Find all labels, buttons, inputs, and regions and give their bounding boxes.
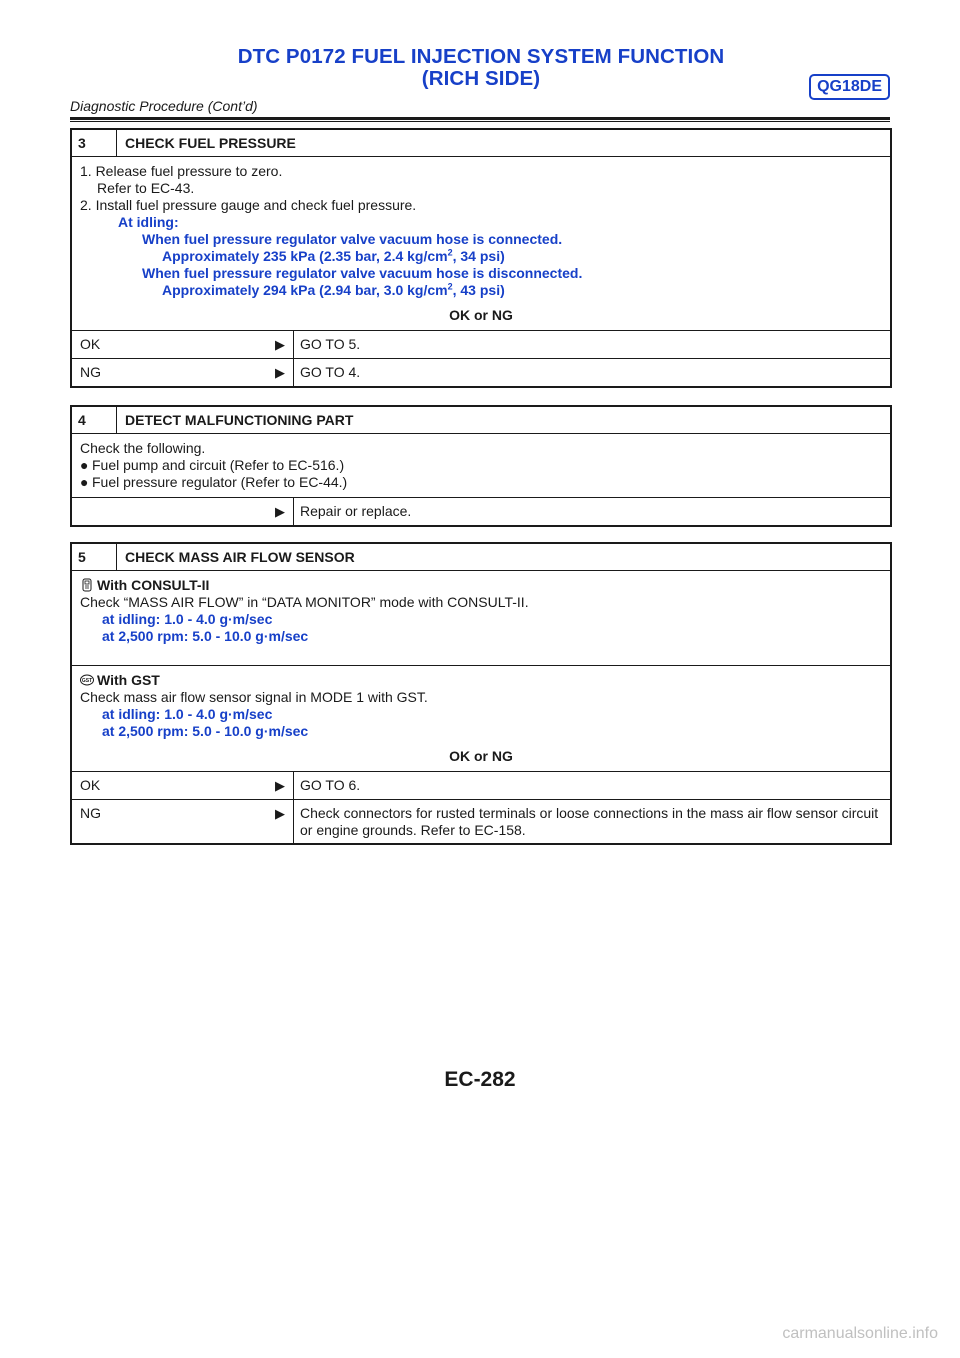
list-item (80, 457, 882, 474)
consult-heading: With CONSULT-II (97, 577, 210, 593)
step-title: CHECK FUEL PRESSURE (125, 135, 296, 151)
step-4-header (72, 407, 890, 434)
gst-icon (80, 673, 94, 687)
instruction-line: Check the following. (80, 440, 206, 456)
spec-value: at idling: 1.0 - 4.0 g·m/sec (102, 706, 273, 722)
result-action[interactable]: Check connectors for rusted terminals or loose connections in the mass air flow sensor circuit or engine grounds. Refer to EC-158. (300, 805, 879, 838)
watermark[interactable]: carmanualsonline.info (782, 1325, 938, 1342)
arrow-right-icon: ▶ (275, 504, 285, 519)
step-number: 3 (72, 130, 117, 156)
spec-value: at idling: 1.0 - 4.0 g·m/sec (102, 611, 273, 627)
spec-value-text: Approximately 235 kPa (2.35 bar, 2.4 kg/cm (162, 248, 448, 264)
instruction-line: 2. Install fuel pressure gauge and check fuel pressure. (80, 197, 417, 213)
list-item-text: Fuel pump and circuit (Refer to EC-516.) (92, 457, 345, 473)
spec-value-text: , 43 psi) (452, 282, 505, 298)
spec-value-text: , 34 psi) (452, 248, 505, 264)
engine-badge: QG18DE (809, 74, 890, 100)
header-rule-thin (70, 121, 890, 122)
ok-or-ng-label: OK or NG (449, 748, 513, 764)
instruction-line: Check mass air flow sensor signal in MODE 1 with GST. (80, 689, 428, 705)
spec-heading: At idling: (118, 214, 179, 230)
list-item-text: Fuel pressure regulator (Refer to EC-44.) (92, 474, 348, 490)
spec-value (80, 282, 882, 299)
consult-section (72, 571, 890, 665)
spec-condition: When fuel pressure regulator valve vacuum hose is disconnected. (142, 265, 583, 281)
page-header (70, 46, 892, 120)
result-action[interactable]: Repair or replace. (300, 503, 412, 519)
bullet-icon: ● (80, 474, 89, 490)
title-line-1: DTC P0172 FUEL INJECTION SYSTEM FUNCTION (237, 45, 725, 68)
spec-value (80, 248, 882, 265)
result-action[interactable]: GO TO 5. (300, 336, 361, 352)
arrow-right-icon: ▶ (275, 778, 285, 793)
spec-value-text: Approximately 294 kPa (2.94 bar, 3.0 kg/cm (162, 282, 448, 298)
spec-condition: When fuel pressure regulator valve vacuum hose is connected. (142, 231, 563, 247)
gst-section (72, 666, 890, 771)
arrow-right-icon: ▶ (275, 337, 285, 352)
result-row-ng (72, 358, 890, 386)
step-5-box (70, 542, 892, 845)
gst-heading-row (80, 672, 882, 689)
result-action[interactable]: GO TO 6. (300, 777, 361, 793)
step-3-box (70, 128, 892, 388)
spec-value: at 2,500 rpm: 5.0 - 10.0 g·m/sec (102, 723, 309, 739)
arrow-right-icon: ▶ (275, 806, 285, 821)
step-5-header (72, 544, 890, 571)
page-number: EC-282 (444, 1068, 516, 1091)
step-3-header (72, 130, 890, 157)
result-row-ok (72, 330, 890, 358)
step-number: 4 (72, 407, 117, 433)
bullet-icon: ● (80, 457, 89, 473)
list-item (80, 474, 882, 491)
spec-superscript: 2 (447, 281, 453, 292)
result-label: NG (80, 805, 101, 821)
page-title (70, 46, 892, 90)
instruction-line: 1. Release fuel pressure to zero. (80, 163, 283, 179)
consult-icon (80, 578, 94, 592)
step-3-body (72, 157, 890, 330)
result-label: OK (80, 777, 101, 793)
gst-heading: With GST (97, 672, 160, 688)
spec-value: at 2,500 rpm: 5.0 - 10.0 g·m/sec (102, 628, 309, 644)
step-4-body (72, 434, 890, 497)
page-subtitle: Diagnostic Procedure (Cont’d) (70, 98, 258, 114)
instruction-line: Refer to EC-43. (97, 180, 195, 196)
svg-text:GST: GST (81, 678, 93, 684)
consult-heading-row (80, 577, 882, 594)
arrow-right-icon: ▶ (275, 365, 285, 380)
result-row-ng (72, 799, 890, 843)
result-label: NG (80, 364, 101, 380)
result-row-ok (72, 771, 890, 799)
header-rule (70, 117, 890, 120)
ok-or-ng-label: OK or NG (449, 307, 513, 323)
step-4-box (70, 405, 892, 527)
step-number: 5 (72, 544, 117, 570)
step-title: DETECT MALFUNCTIONING PART (125, 412, 354, 428)
spec-superscript: 2 (447, 247, 453, 258)
result-label: OK (80, 336, 101, 352)
result-row (72, 497, 890, 525)
title-line-2: (RICH SIDE) (421, 67, 541, 90)
step-title: CHECK MASS AIR FLOW SENSOR (125, 549, 355, 565)
instruction-line: Check “MASS AIR FLOW” in “DATA MONITOR” mode with CONSULT-II. (80, 594, 529, 610)
result-action[interactable]: GO TO 4. (300, 364, 361, 380)
